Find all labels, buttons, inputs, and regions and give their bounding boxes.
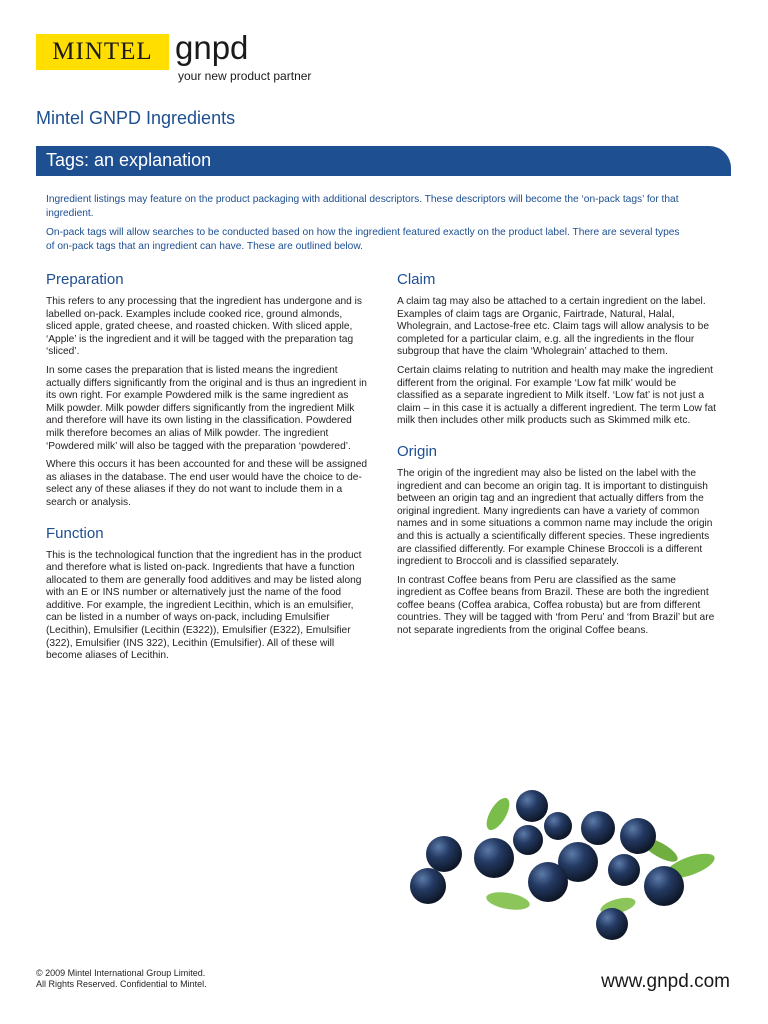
right-column bbox=[397, 270, 719, 652]
blueberry bbox=[474, 838, 514, 878]
section-paragraph: This is the technological function that the ingredient has in the product and therefore what is listed on-pack. Ingredients that have a function allocated to them are generally food additives and may be listed along with an E or INS number or alternatively just the name of the food additive. For example, the ingredient Lecithin, which is an emulsifier, can be listed in a number of ways on-pack, including Emulsifier (Lecithin), Emulsifier (Lecithin (E322)), Emulsifier (E322), Emulsifier (322), Emulsifier (INS 322), Lecithin (Emulsifier). All of these will become aliases of Lecithin. bbox=[46, 549, 362, 662]
section-heading: Origin bbox=[397, 442, 438, 460]
leaf-icon bbox=[485, 889, 531, 912]
blueberry bbox=[581, 811, 615, 845]
footer-legal bbox=[36, 968, 207, 990]
intro bbox=[46, 193, 686, 259]
leaf-icon bbox=[482, 794, 514, 833]
intro-paragraph: Ingredient listings may feature on the product packaging with additional descriptors. These descriptors will become the ‘on-pack tags’ for that ingredient. bbox=[46, 194, 679, 219]
copyright-text: © 2009 Mintel International Group Limited. bbox=[36, 968, 206, 978]
intro-paragraph: On-pack tags will allow searches to be conducted based on how the ingredient featured exactly on the product label. There are several types of on-pack tags that an ingredient can have. These are outlined below. bbox=[46, 227, 680, 252]
blueberry bbox=[528, 862, 568, 902]
section-claim bbox=[397, 270, 719, 428]
tagline: your new product partner bbox=[178, 69, 312, 83]
section-paragraph: In some cases the preparation that is listed means the ingredient actually differs significantly from the original and is thus an ingredient in its own right. For example Powdered milk is the same ingredient as Milk powder. Milk powder differs significantly from the ingredient Milk and therefore will have its own listing in the classification. Powdered milk therefore becomes an alias of Milk powder. The ingredient ‘Powdered milk’ will also be tagged with the preparation ‘powdered’. bbox=[46, 364, 367, 452]
section-paragraph: In contrast Coffee beans from Peru are classified as the same ingredient as Coffee beans from Brazil. These are both the ingredient coffee beans (Coffea arabica, Coffea robusta) but are from different countries. They will be tagged with ‘from Peru’ and ‘from Brazil’ but are not separate ingredients from the original Coffee beans. bbox=[397, 574, 715, 637]
document-title: Mintel GNPD Ingredients bbox=[36, 108, 236, 128]
blueberry bbox=[608, 854, 640, 886]
website-url: www.gnpd.com bbox=[601, 971, 730, 992]
section-paragraph: This refers to any processing that the ingredient has undergone and is labelled on-pack. Examples include cooked rice, ground almonds, sliced apple, grated cheese, and roasted chicken. With sliced apple, ‘Apple’ is the ingredient and it will be tagged with the preparation tag ‘sliced’. bbox=[46, 296, 363, 358]
gnpd-wordmark: gnpd bbox=[175, 29, 249, 66]
blueberry bbox=[410, 868, 446, 904]
rights-text: All Rights Reserved. Confidential to Mintel. bbox=[36, 979, 207, 989]
section-heading: Claim bbox=[397, 271, 436, 288]
section-origin bbox=[397, 442, 719, 638]
section-heading: Preparation bbox=[46, 271, 124, 288]
section-paragraph: The origin of the ingredient may also be listed on the label with the ingredient and can become an origin tag. It is important to distinguish between an origin tag and an ingredient that actually differs from the original ingredient. Many ingredients can have a variety of common names and in some situations a common name may include the origin and this is actually a scientifically different species. These ingredients are classified differently. For example Chinese Broccoli is a different ingredient to Broccoli and is classified separately. bbox=[397, 467, 713, 568]
section-preparation bbox=[46, 270, 368, 510]
blueberry bbox=[596, 908, 628, 940]
left-column bbox=[46, 270, 368, 677]
mintel-logo: MINTEL bbox=[36, 34, 169, 70]
blueberry bbox=[644, 866, 684, 906]
title-band bbox=[36, 146, 731, 176]
blueberry bbox=[544, 812, 572, 840]
blueberries-image bbox=[398, 766, 730, 956]
section-band-title: Tags: an explanation bbox=[46, 150, 212, 170]
section-paragraph: Certain claims relating to nutrition and health may make the ingredient different from the original. For example ‘Low fat milk’ would be classified as a separate ingredient to Milk itself. ‘Low fat’ is not just a claim – in this case it is actually a different ingredient. The term Low fat milk then includes other milk products such as Skimmed milk etc. bbox=[397, 364, 716, 427]
blueberry bbox=[516, 790, 548, 822]
blueberry bbox=[513, 825, 543, 855]
blueberry bbox=[426, 836, 462, 872]
section-function bbox=[46, 524, 368, 663]
section-paragraph: A claim tag may also be attached to a certain ingredient on the label. Examples of claim tags are Organic, Fairtrade, Natural, Halal, Wholegrain, and Lactose-free etc. Claim tags will allow analysis to be completed for a particular claim, e.g. all the ingredients in the flour subgroup that have the claim ‘Wholegrain’ attached to them. bbox=[397, 296, 709, 358]
section-heading: Function bbox=[46, 524, 104, 542]
section-paragraph: Where this occurs it has been accounted for and these will be assigned as aliases in the database. The end user would have the choice to de-select any of these aliases if they do not want to include them in a search or analysis. bbox=[46, 459, 368, 508]
blueberry bbox=[620, 818, 656, 854]
